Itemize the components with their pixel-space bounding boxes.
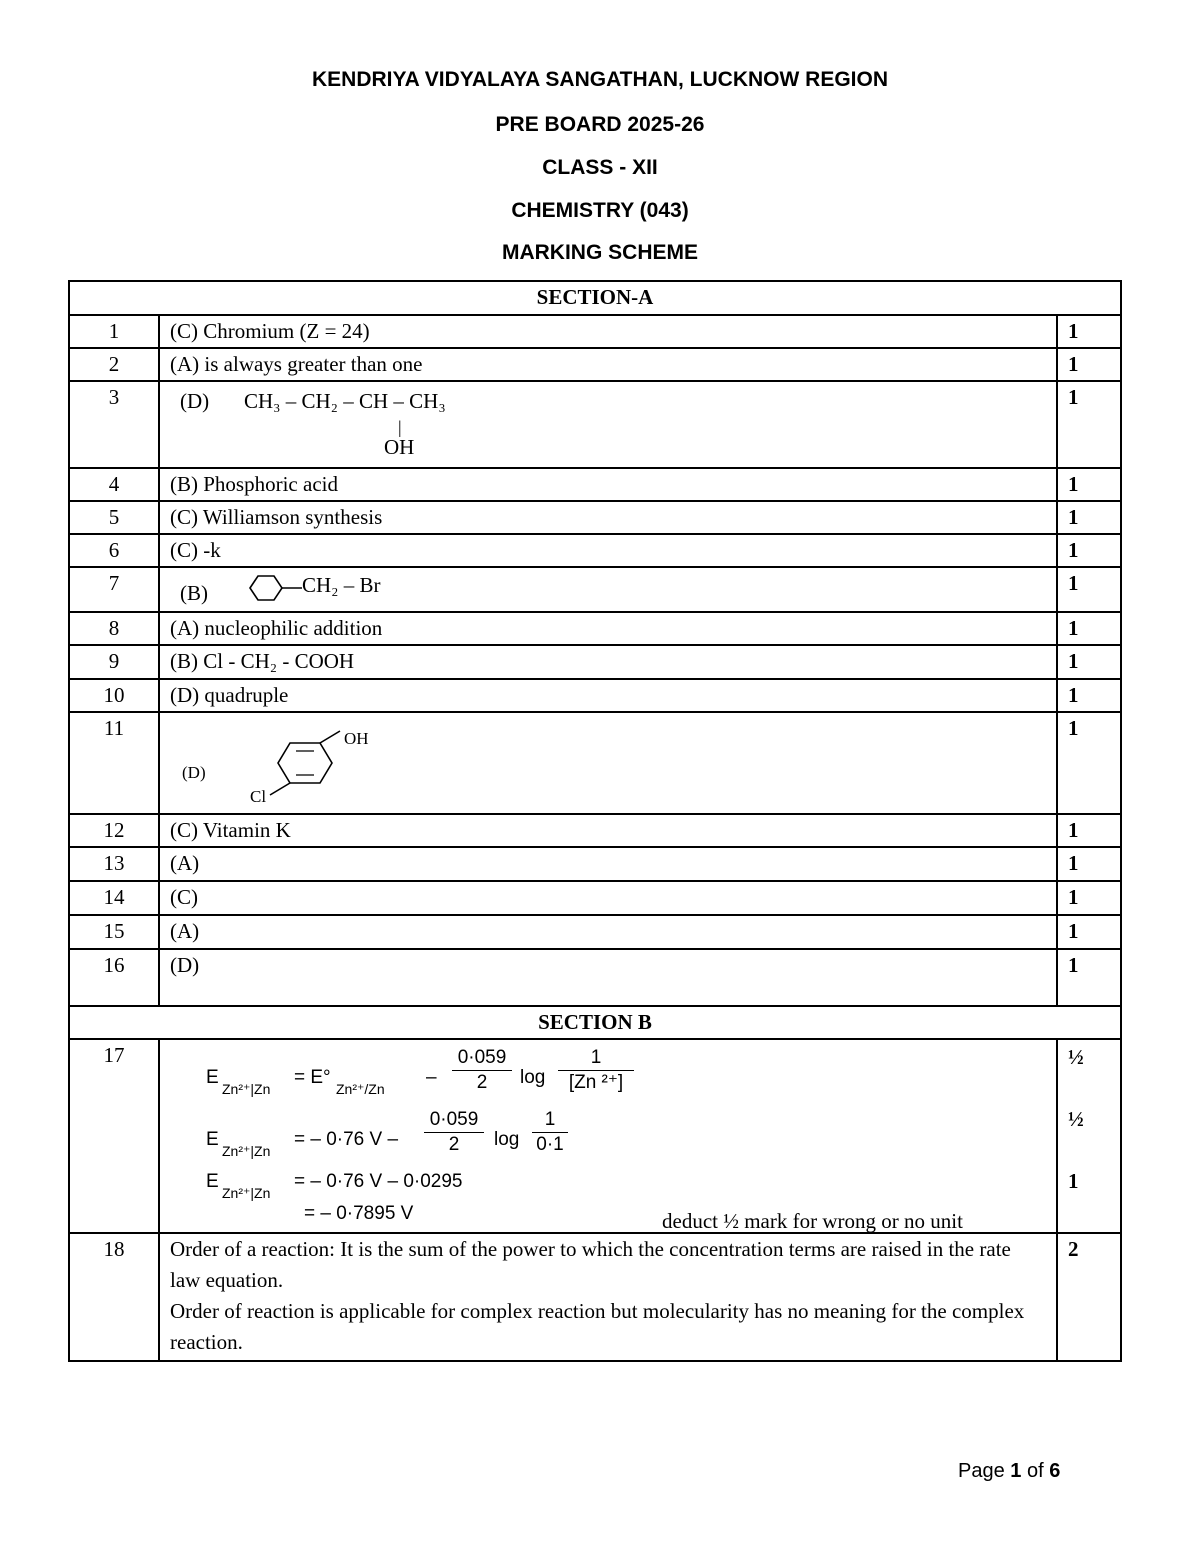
chemical-formula: CH₂ – Br — [302, 573, 381, 597]
fraction-denominator: 2 — [424, 1132, 484, 1157]
minus-sign: – — [426, 1067, 437, 1088]
page-total: 6 — [1049, 1460, 1061, 1482]
answer-text: (C) -k — [159, 534, 1057, 567]
fraction-numerator: 1 — [544, 1109, 556, 1130]
question-number: 15 — [69, 915, 159, 949]
answer-cell — [159, 1233, 1057, 1361]
fraction — [452, 1046, 512, 1095]
table-row — [69, 501, 1121, 534]
table-row — [69, 381, 1121, 468]
emf-subscript: Zn²⁺|Zn — [222, 1081, 271, 1097]
table-row — [69, 847, 1121, 881]
marks: 1 — [1057, 847, 1121, 881]
section-a-header-row — [69, 281, 1121, 315]
marks: 2 — [1057, 1233, 1121, 1361]
equation-value: = – 0·76 V – — [294, 1129, 399, 1150]
question-number: 7 — [69, 567, 159, 612]
marks: 1 — [1057, 381, 1121, 468]
table-row — [69, 567, 1121, 612]
table-row — [69, 881, 1121, 915]
answer-text: (B) Cl - CH₂ - COOH — [159, 645, 1057, 679]
table-row — [69, 645, 1121, 679]
document-type-title: MARKING SCHEME — [501, 241, 698, 264]
answer-option-label: (B) — [180, 581, 208, 605]
question-number: 9 — [69, 645, 159, 679]
emf-symbol: E — [206, 1129, 219, 1150]
marks: 1 — [1068, 1169, 1079, 1193]
marks: 1 — [1057, 679, 1121, 712]
question-number: 5 — [69, 501, 159, 534]
marks: 1 — [1057, 814, 1121, 847]
answer-text: (C) Chromium (Z = 24) — [159, 315, 1057, 348]
equation-value: = – 0·76 V – 0·0295 — [294, 1171, 463, 1192]
answer-paragraph: Order of reaction is applicable for complex reaction but molecularity has no meaning for the complex reaction. — [170, 1299, 1025, 1354]
marks: 1 — [1057, 348, 1121, 381]
marks: 1 — [1057, 712, 1121, 814]
question-number: 8 — [69, 612, 159, 645]
answer-text: (A) is always greater than one — [159, 348, 1057, 381]
fraction-denominator: 2 — [452, 1070, 512, 1095]
question-number: 16 — [69, 949, 159, 1006]
fraction-denominator: 0·1 — [532, 1132, 568, 1157]
question-number: 2 — [69, 348, 159, 381]
organization-title: KENDRIYA VIDYALAYA SANGATHAN, LUCKNOW REGION — [311, 68, 888, 91]
answer-text: (A) — [159, 915, 1057, 949]
exam-title: PRE BOARD 2025-26 — [495, 113, 705, 136]
answer-text: (A) — [159, 847, 1057, 881]
answer-text: (A) nucleophilic addition — [159, 612, 1057, 645]
question-number: 13 — [69, 847, 159, 881]
chloro-group: Cl — [250, 787, 267, 806]
answer-text: (D) — [159, 949, 1057, 1006]
question-number: 17 — [69, 1039, 159, 1233]
table-row — [69, 1039, 1121, 1233]
fraction-numerator: 0·059 — [429, 1109, 479, 1130]
table-row — [69, 468, 1121, 501]
marks: 1 — [1057, 645, 1121, 679]
answer-option-label: (D) — [180, 389, 210, 413]
emf-symbol: E — [206, 1067, 219, 1088]
table-row — [69, 612, 1121, 645]
emf-subscript: Zn²⁺|Zn — [222, 1185, 271, 1201]
section-a-title: SECTION-A — [69, 281, 1121, 315]
fraction — [424, 1108, 484, 1157]
question-number: 11 — [69, 712, 159, 814]
marks: 1 — [1057, 915, 1121, 949]
of-word: of — [1026, 1460, 1044, 1482]
question-number: 12 — [69, 814, 159, 847]
section-b-title: SECTION B — [69, 1006, 1121, 1039]
marks: 1 — [1057, 534, 1121, 567]
log-symbol: log — [520, 1067, 546, 1088]
fraction-denominator: [Zn ²⁺] — [558, 1070, 634, 1095]
marks: 1 — [1057, 881, 1121, 915]
page-word: Page — [958, 1460, 1005, 1482]
fraction-numerator: 1 — [590, 1047, 602, 1068]
question-number: 3 — [69, 381, 159, 468]
marking-scheme-table — [68, 280, 1122, 1362]
question-number: 1 — [69, 315, 159, 348]
table-row — [69, 348, 1121, 381]
answer-text: (B) Phosphoric acid — [159, 468, 1057, 501]
table-row — [69, 1233, 1121, 1361]
table-row — [69, 712, 1121, 814]
marks: 1 — [1057, 501, 1121, 534]
answer-formula-cell — [159, 381, 1057, 468]
marks: 1 — [1057, 949, 1121, 1006]
table-row — [69, 814, 1121, 847]
standard-emf-subscript: Zn²⁺/Zn — [336, 1081, 385, 1097]
deduction-note: deduct ½ mark for wrong or no unit — [662, 1209, 963, 1233]
fraction — [532, 1108, 568, 1157]
bond-line: | — [398, 417, 402, 437]
answer-text: (C) — [159, 881, 1057, 915]
table-row — [69, 315, 1121, 348]
answer-text: (C) Vitamin K — [159, 814, 1057, 847]
answer-text: (C) Williamson synthesis — [159, 501, 1057, 534]
answer-formula-cell — [159, 1039, 1057, 1233]
question-number: 6 — [69, 534, 159, 567]
log-symbol: log — [494, 1129, 520, 1150]
subject-title: CHEMISTRY (043) — [511, 199, 689, 222]
question-number: 4 — [69, 468, 159, 501]
answer-paragraph: Order of a reaction: It is the sum of the power to which the concentration terms are raised in the rate law equation. — [170, 1237, 1011, 1292]
section-b-header-row — [69, 1006, 1121, 1039]
answer-option-label: (D) — [182, 763, 206, 782]
emf-subscript: Zn²⁺|Zn — [222, 1143, 271, 1159]
chemical-formula: CH₃ – CH₂ – CH – CH₃ — [244, 389, 446, 413]
class-title: CLASS - XII — [542, 156, 658, 179]
marks: ½ — [1068, 1107, 1084, 1131]
hydroxyl-group: OH — [384, 435, 415, 459]
fraction — [558, 1046, 634, 1095]
marks: 1 — [1057, 315, 1121, 348]
fraction-numerator: 0·059 — [457, 1047, 507, 1068]
marks-cell — [1057, 1039, 1121, 1233]
table-row — [69, 679, 1121, 712]
emf-symbol: E — [206, 1171, 219, 1192]
marks: 1 — [1057, 612, 1121, 645]
marks: 1 — [1057, 468, 1121, 501]
answer-formula-cell — [159, 567, 1057, 612]
standard-emf: = E° — [294, 1067, 331, 1088]
marks: 1 — [1057, 567, 1121, 612]
equation-result: = – 0·7895 V — [304, 1203, 414, 1224]
question-number: 10 — [69, 679, 159, 712]
question-number: 14 — [69, 881, 159, 915]
table-row — [69, 534, 1121, 567]
page-number: 1 — [1010, 1460, 1022, 1482]
table-row — [69, 949, 1121, 1006]
answer-text: (D) quadruple — [159, 679, 1057, 712]
answer-formula-cell — [159, 712, 1057, 814]
question-number: 18 — [69, 1233, 159, 1361]
marks: ½ — [1068, 1045, 1084, 1069]
page-footer — [958, 1460, 1060, 1483]
table-row — [69, 915, 1121, 949]
cyclohexyl-ring-icon — [244, 572, 304, 606]
hydroxyl-group: OH — [344, 729, 369, 748]
